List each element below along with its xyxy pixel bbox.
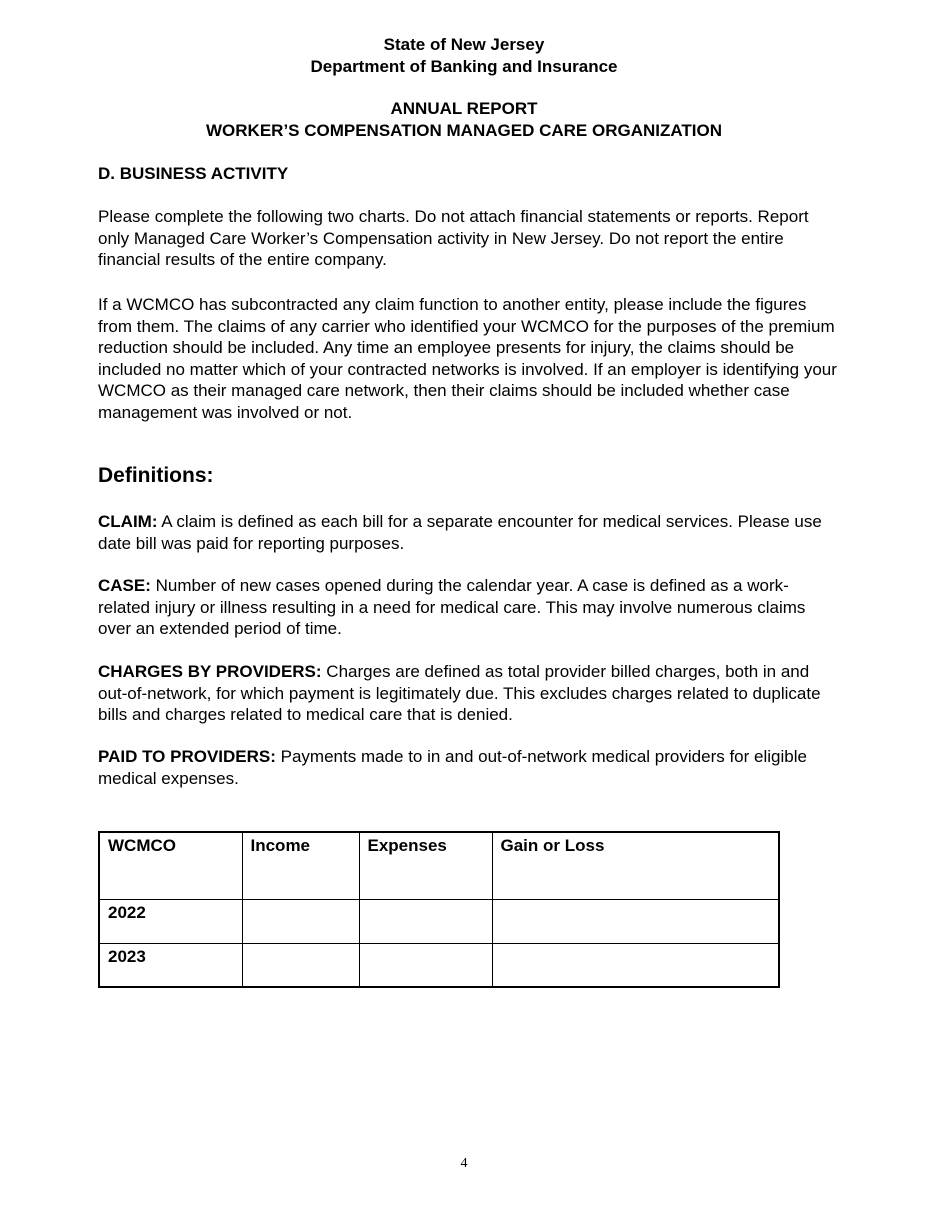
header-state: State of New Jersey bbox=[383, 35, 545, 54]
definition-term: CASE: bbox=[98, 576, 151, 595]
definition-term: CHARGES BY PROVIDERS: bbox=[98, 662, 322, 681]
instructions-paragraph-1: Please complete the following two charts. Do not attach financial statements or reports. Report only Managed Care Worker’s Compensation activity in New Jersey. Do not report the entire financial results of the entire company. bbox=[98, 207, 809, 270]
table-row bbox=[99, 899, 779, 943]
year-cell: 2023 bbox=[99, 943, 242, 987]
definition-text: A claim is defined as each bill for a separate encounter for medical services. Please use date bill was paid for reporting purposes. bbox=[98, 512, 822, 553]
definition-term: PAID TO PROVIDERS: bbox=[98, 747, 276, 766]
table-header-row bbox=[99, 832, 779, 899]
income-cell[interactable] bbox=[242, 943, 359, 987]
gain-or-loss-cell[interactable] bbox=[492, 899, 779, 943]
instructions-paragraph-2: If a WCMCO has subcontracted any claim function to another entity, please include the figures from them. The claims of any carrier who identified your WCMCO for the purposes of the premium reduction should be included. Any time an employee presents for injury, the claims should be included no matter which of your contracted networks is involved. If an employer is identifying your WCMCO as their managed care network, then their claims should be included whether case management was involved or not. bbox=[98, 295, 837, 422]
page-number: 4 bbox=[460, 1156, 468, 1171]
definition-text: Number of new cases opened during the calendar year. A case is defined as a work-related injury or illness resulting in a need for medical care. This may involve numerous claims over an extended period of time. bbox=[98, 576, 806, 639]
header-cell-income: Income bbox=[242, 832, 359, 899]
definition-text: Charges are defined as total provider billed charges, both in and out-of-network, for which payment is legitimately due. This excludes charges related to duplicate bills and charges related to medical care that is denied. bbox=[98, 662, 821, 725]
business-activity-table bbox=[98, 831, 780, 988]
year-cell: 2022 bbox=[99, 899, 242, 943]
definition-text: Payments made to in and out-of-network medical providers for eligible medical expenses. bbox=[98, 747, 807, 788]
header-cell-expenses: Expenses bbox=[359, 832, 492, 899]
definition-case bbox=[98, 575, 838, 640]
header-cell-gain-or-loss: Gain or Loss bbox=[492, 832, 779, 899]
header-cell-wcmco: WCMCO bbox=[99, 832, 242, 899]
header-report-title: ANNUAL REPORT bbox=[390, 99, 538, 118]
definition-term: CLAIM: bbox=[98, 512, 158, 531]
gain-or-loss-cell[interactable] bbox=[492, 943, 779, 987]
definition-charges-by-providers bbox=[98, 661, 838, 726]
definition-claim bbox=[98, 511, 838, 554]
section-heading: D. BUSINESS ACTIVITY bbox=[98, 164, 289, 183]
header-organization: WORKER’S COMPENSATION MANAGED CARE ORGANIZATION bbox=[206, 121, 722, 140]
definition-paid-to-providers bbox=[98, 746, 838, 789]
definitions-title: Definitions: bbox=[98, 464, 214, 487]
header-department: Department of Banking and Insurance bbox=[310, 57, 618, 76]
expenses-cell[interactable] bbox=[359, 899, 492, 943]
expenses-cell[interactable] bbox=[359, 943, 492, 987]
table-row bbox=[99, 943, 779, 987]
income-cell[interactable] bbox=[242, 899, 359, 943]
